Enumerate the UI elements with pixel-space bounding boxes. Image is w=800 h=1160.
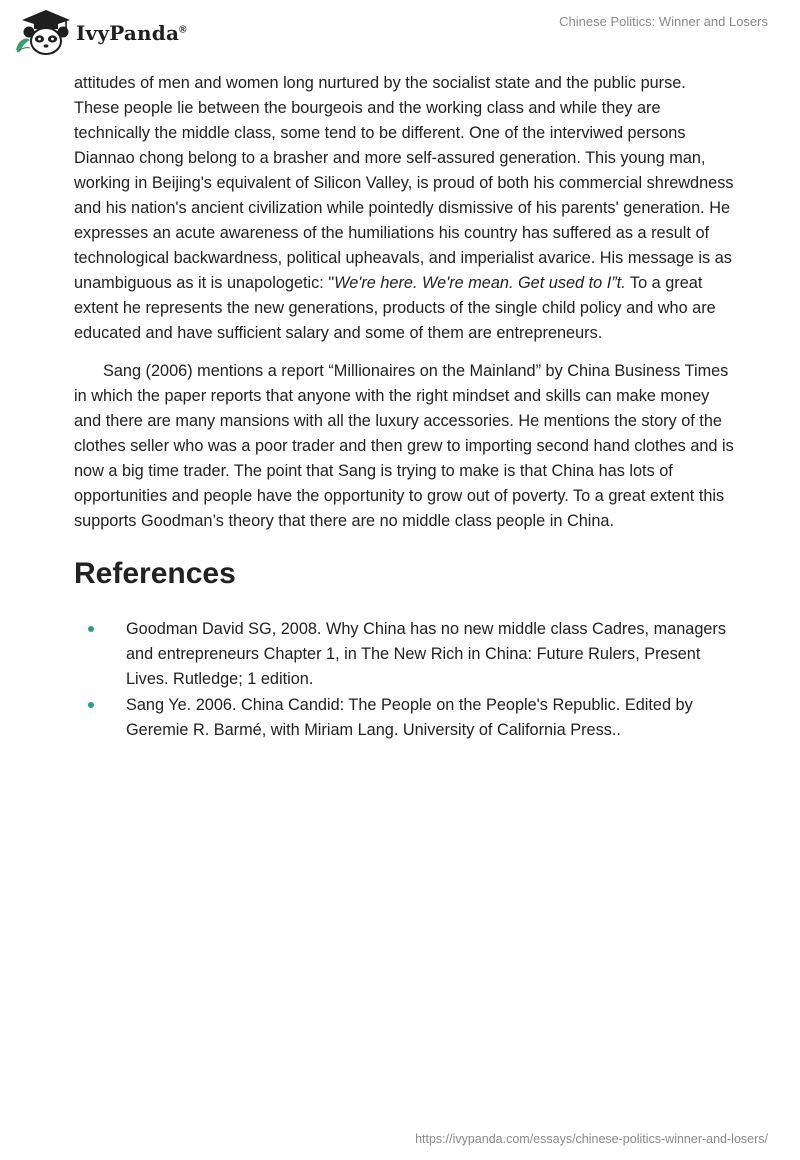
logo-name: IvyPanda — [76, 21, 180, 45]
page-header — [0, 0, 800, 62]
reference-text: Goodman David SG, 2008. Why China has no new middle class Cadres, managers and entrepreneurs Chapter 1, in The New Rich in China: Future Rulers, Present Lives. Rutledge; 1 edition. — [126, 620, 726, 688]
paragraph-1-text-end: To a great extent he represents the new generations, products of the single child policy and who are educated and have sufficient salary and some of them are entrepreneurs. — [74, 274, 716, 342]
paragraph-2: Sang (2006) mentions a report “Millionaires on the Mainland” by China Business Times in which the paper reports that anyone with the right mindset and skills can make money and there are many mansions with all the luxury accessories. He mentions the story of the clothes seller who was a poor trader and then grew to importing second hand clothes and is now a big time trader. The point that Sang is trying to make is that China has lots of opportunities and people have the opportunity to grow out of poverty. To a great extent this supports Goodman’s theory that there are no middle class people in China. — [74, 362, 734, 530]
references-heading: References — [74, 557, 236, 590]
reference-text: Sang Ye. 2006. China Candid: The People on the People's Republic. Edited by Geremie R. Barmé, with Miriam Lang. University of California Press.. — [126, 696, 693, 739]
ivypanda-logo[interactable] — [14, 6, 187, 58]
registered-mark: ® — [179, 24, 187, 36]
bullet-dot-icon — [88, 702, 94, 708]
paragraph-1-text-start: attitudes of men and women long nurtured by the socialist state and the public purse. These people lie between the bourgeois and the working class and while they are technically the middle class, some tend to be different. One of the interviwed persons Diannao chong belong to a brasher and more self-assured generation. This young man, working in Beijing's equivalent of Silicon Valley, is proud of both his commercial shrewdness and his nation's ancient civilization while pointedly dismissive of his parents' generation. He expresses an acute awareness of the humiliations his country has suffered as a result of technological backwardness, political upheavals, and imperialist avarice. His message is as unambiguous as it is unapologetic: " — [74, 74, 734, 292]
reference-item — [74, 693, 734, 743]
bullet-dot-icon — [88, 626, 94, 632]
logo-wordmark — [76, 21, 187, 45]
essay-content — [74, 71, 734, 743]
paragraph-1-quote: We're here. We're mean. Get used to I”t. — [334, 274, 626, 292]
document-title: Chinese Politics: Winner and Losers — [559, 14, 768, 29]
references-list — [74, 617, 734, 743]
paragraph-1 — [74, 71, 734, 346]
panda-graduation-cap-icon — [14, 6, 74, 58]
source-url[interactable]: https://ivypanda.com/essays/chinese-politics-winner-and-losers/ — [415, 1132, 768, 1146]
reference-item — [74, 617, 734, 692]
